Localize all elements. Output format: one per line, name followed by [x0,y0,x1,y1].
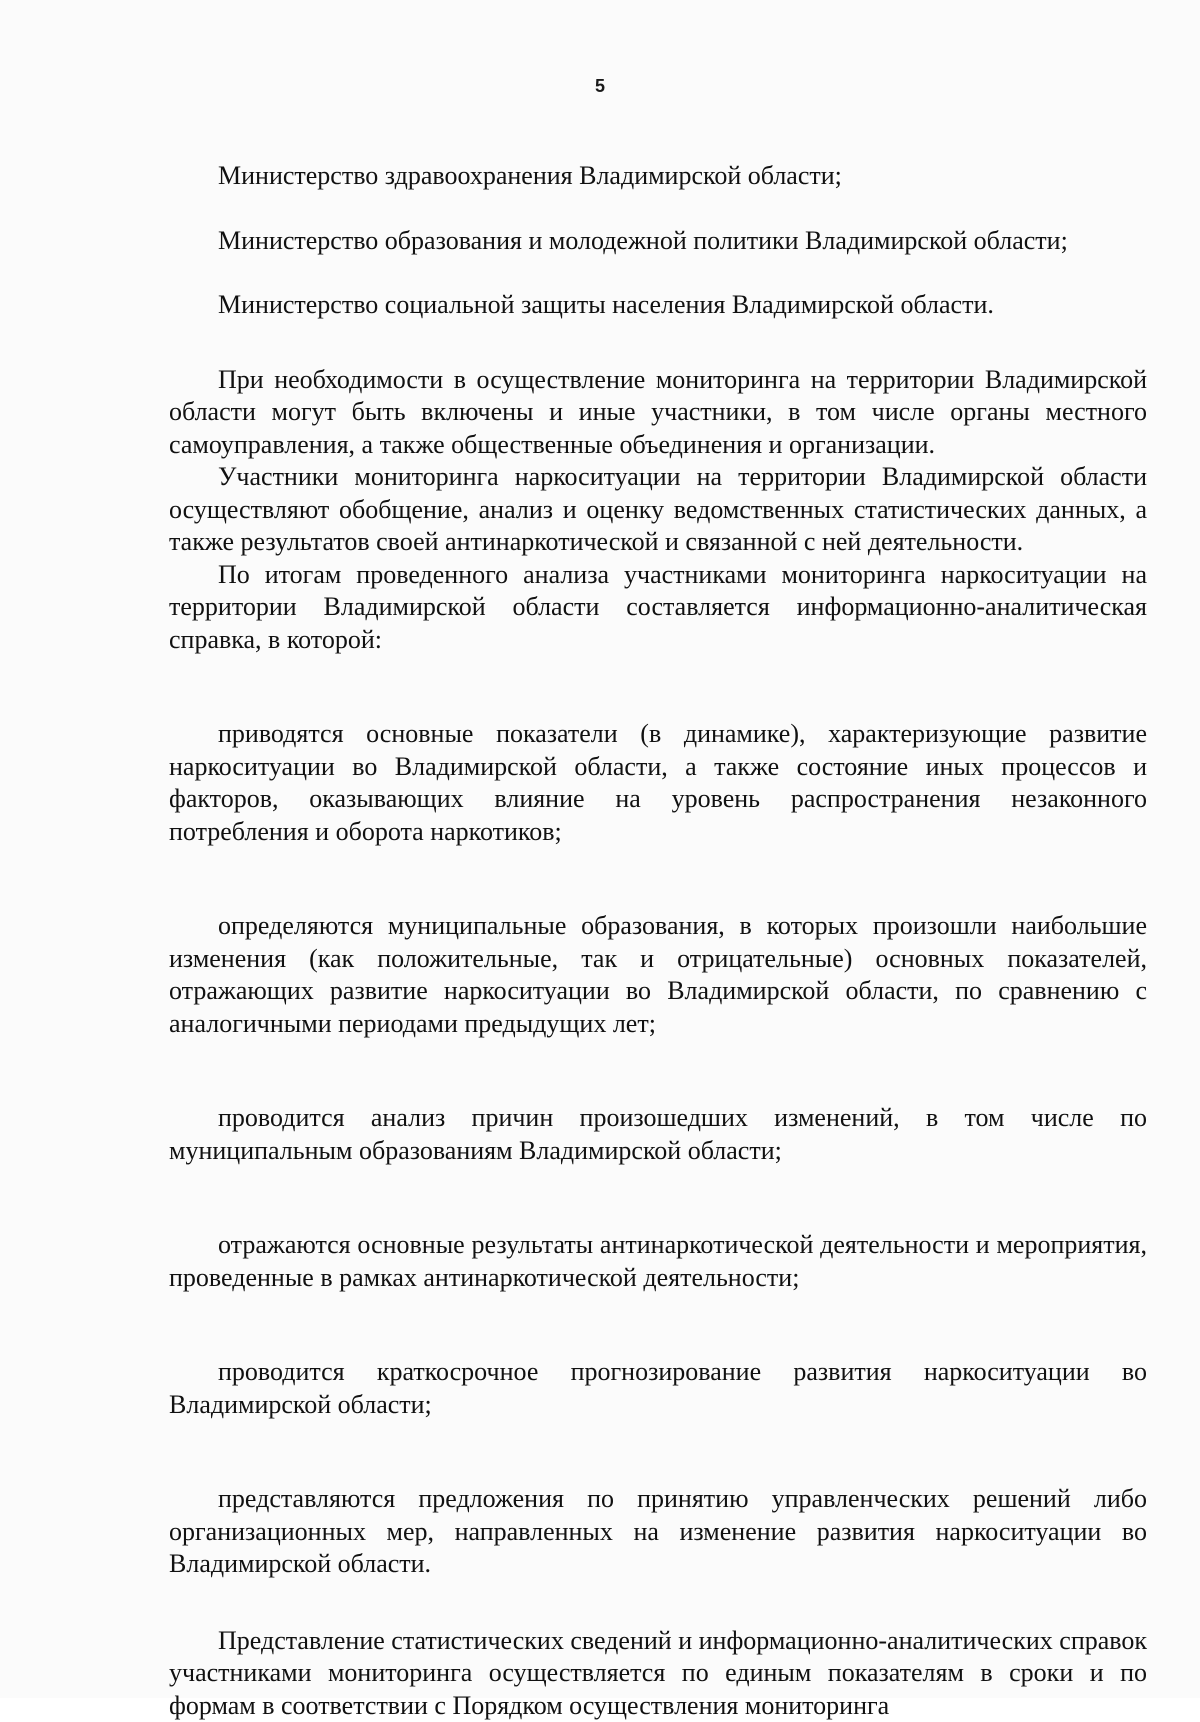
paragraph-report-intro: По итогам проведенного анализа участниками мониторинга наркоситуации на территории Владимирской области составляется информационно-аналитическая справка, в которой: [169,559,1147,657]
report-item: проводится анализ причин произошедших изменений, в том числе по муниципальным образованиям Владимирской области; [169,1102,1147,1167]
report-item: приводятся основные показатели (в динамике), характеризующие развитие наркоситуации во Владимирской области, а также состояние иных процессов и факторов, оказывающих влияние на уровень распространения незаконного потребления и оборота наркотиков; [169,718,1147,848]
report-item: представляются предложения по принятию управленческих решений либо организационных мер, направленных на изменение развития наркоситуации во Владимирской области. [169,1483,1147,1581]
paragraph-final: Представление статистических сведений и информационно-аналитических справок участниками мониторинга осуществляется по единым показателям в сроки и по формам в соответствии с Порядком осуществления мониторинга [169,1625,1147,1722]
document-body [169,160,1147,1722]
ministry-social: Министерство социальной защиты населения Владимирской области. [169,289,1147,322]
report-item: определяются муниципальные образования, в которых произошли наибольшие изменения (как положительные, так и отрицательные) основных показателей, отражающих развитие наркоситуации во Владимирской области, по сравнению с аналогичными периодами предыдущих лет; [169,910,1147,1040]
report-item: отражаются основные результаты антинаркотической деятельности и мероприятия, проведенные в рамках антинаркотической деятельности; [169,1229,1147,1294]
paragraph-additional-participants: При необходимости в осуществление мониторинга на территории Владимирской области могут быть включены и иные участники, в том числе органы местного самоуправления, а также общественные объединения и организации. [169,364,1147,462]
paragraph-participants-activity: Участники мониторинга наркоситуации на территории Владимирской области осуществляют обобщение, анализ и оценку ведомственных статистических данных, а также результатов своей антинаркотической и связанной с ней деятельности. [169,461,1147,559]
report-item: проводится краткосрочное прогнозирование развития наркоситуации во Владимирской области; [169,1356,1147,1421]
ministry-health: Министерство здравоохранения Владимирской области; [169,160,1147,193]
ministry-education: Министерство образования и молодежной политики Владимирской области; [169,225,1147,258]
page-number: 5 [0,76,1200,97]
